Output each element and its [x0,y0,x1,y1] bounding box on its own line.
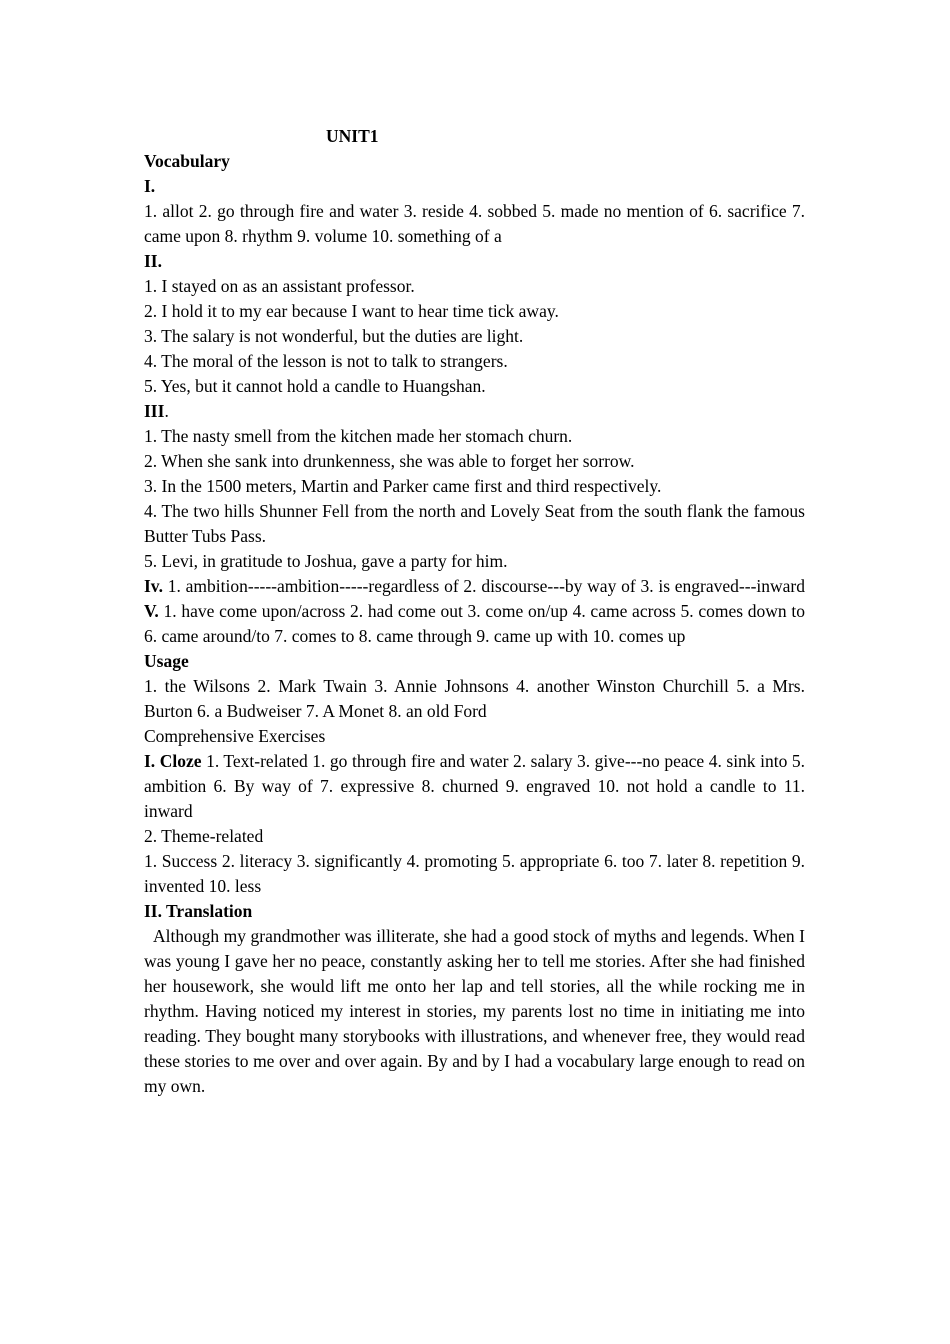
unit-title: UNIT1 [326,126,379,146]
translation-heading: II. Translation [144,901,253,921]
section-2-label: II. [144,251,162,271]
section-2-line: 4. The moral of the lesson is not to talk to strangers. [144,351,508,371]
section-3-heading [144,399,805,424]
section-4-label: Iv. [144,576,163,596]
section-3-line: 4. The two hills Shunner Fell from the north and Lovely Seat from the south flank the famous Butter Tubs Pass. [144,501,805,546]
vocabulary-heading: Vocabulary [144,151,230,171]
section-2-line: 3. The salary is not wonderful, but the duties are light. [144,326,524,346]
section-3-label: III [144,401,165,421]
usage-answers: 1. the Wilsons 2. Mark Twain 3. Annie Johnsons 4. another Winston Churchill 5. a Mrs. Burton 6. a Budweiser 7. A Monet 8. an old Ford [144,676,805,721]
cloze-text-related-answers: 1. Text-related 1. go through fire and water 2. salary 3. give---no peace 4. sink into 5. ambition 6. By way of 7. expressive 8. churned 9. engraved 10. not hold a candle to 11. inward [144,751,805,821]
section-1-answers: 1. allot 2. go through fire and water 3. reside 4. sobbed 5. made no mention of 6. sacrifice 7. came upon 8. rhythm 9. volume 10. something of a [144,201,805,246]
cloze-paragraph [144,749,805,824]
section-4-answers: 1. ambition-----ambition-----regardless of 2. discourse---by way of 3. is engraved---inward [162,576,805,596]
translation-paragraph: Although my grandmother was illiterate, she had a good stock of myths and legends. When I was young I gave her no peace, constantly asking her to tell me stories. After she had finished her housework, she would lift me onto her lap and tell stories, all the while rocking me in rhythm. Having noticed my interest in stories, my parents lost no time in initiating me into reading. They bought many storybooks with illustrations, and whenever free, they would read these stories to me over and over again. By and by I had a vocabulary large enough to read on my own. [144,926,805,1096]
cloze-label: I. Cloze [144,751,202,771]
comprehensive-heading: Comprehensive Exercises [144,726,326,746]
section-3-line: 1. The nasty smell from the kitchen made her stomach churn. [144,426,573,446]
section-2-line: 2. I hold it to my ear because I want to hear time tick away. [144,301,559,321]
theme-related-answers: 1. Success 2. literacy 3. significantly 4. promoting 5. appropriate 6. too 7. later 8. repetition 9. invented 10. less [144,851,805,896]
theme-related-heading: 2. Theme-related [144,826,264,846]
section-2-line: 5. Yes, but it cannot hold a candle to Huangshan. [144,376,486,396]
section-5-answers: 1. have come upon/across 2. had come out 3. come on/up 4. came across 5. comes down to 6. came around/to 7. comes to 8. came through 9. came up with 10. comes up [144,601,805,646]
section-3-line: 2. When she sank into drunkenness, she was able to forget her sorrow. [144,451,635,471]
document-page [144,124,805,1099]
section-1-label: I. [144,176,156,196]
section-3-line: 5. Levi, in gratitude to Joshua, gave a party for him. [144,551,508,571]
section-5-label: V. [144,601,159,621]
usage-heading: Usage [144,651,189,671]
sections-4-5-paragraph [144,574,805,649]
section-2-line: 1. I stayed on as an assistant professor. [144,276,415,296]
section-3-label-suffix: . [164,401,169,421]
section-3-line: 3. In the 1500 meters, Martin and Parker came first and third respectively. [144,476,662,496]
